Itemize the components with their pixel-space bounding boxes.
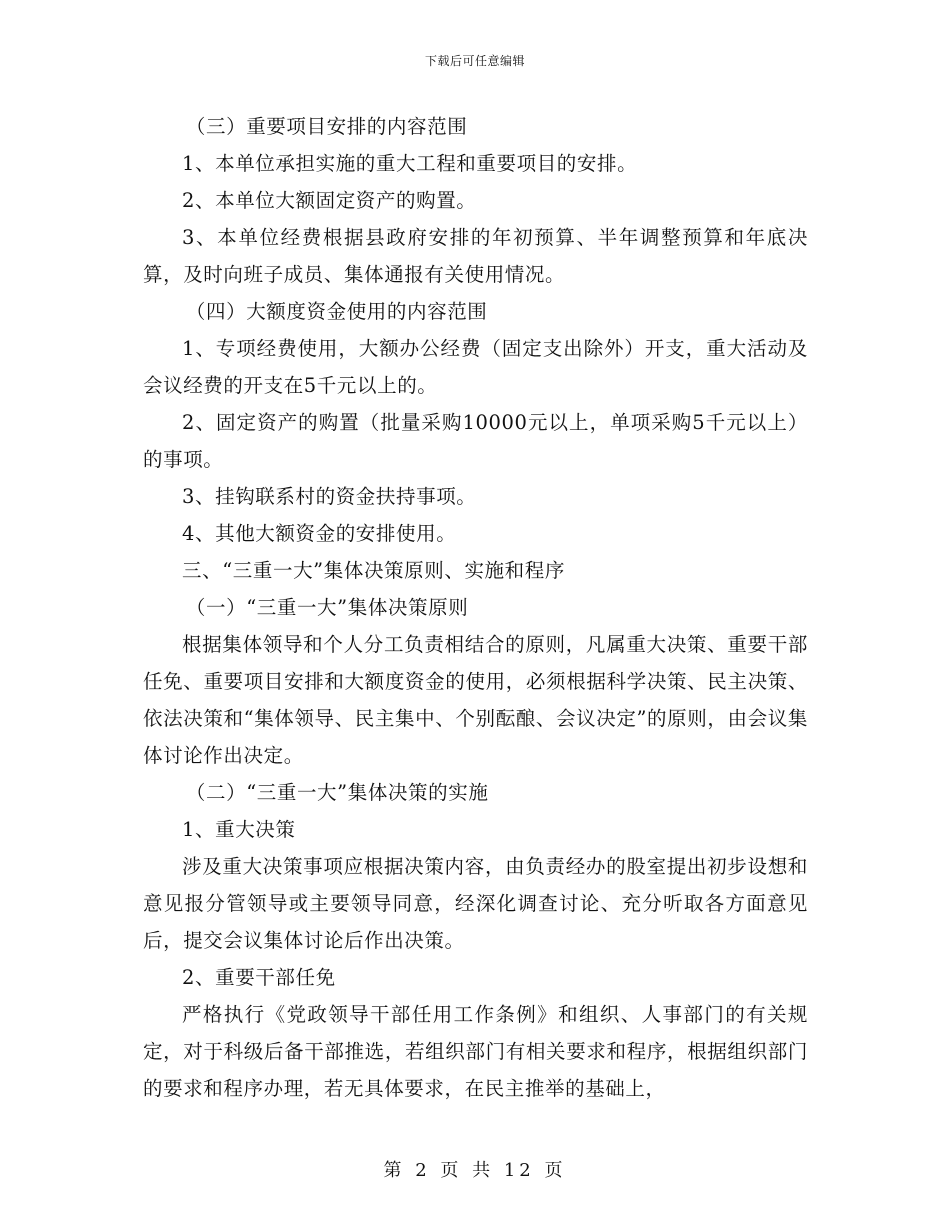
page-header: 下载后可任意编辑: [424, 54, 525, 68]
paragraph: （四）大额度资金使用的内容范围: [185, 300, 488, 323]
paragraph: 涉及重大决策事项应根据决策内容，由负责经办的股室提出初步设想和意见报分管领导或主要领导同意，经深化调查讨论、充分听取各方面意见后，提交会议集体讨论后作出决策。: [143, 855, 808, 952]
paragraph: 3、本单位经费根据县政府安排的年初预算、半年调整预算和年底决算，及时向班子成员、集体通报有关使用情况。: [143, 226, 808, 286]
paragraph: 1、本单位承担实施的重大工程和重要项目的安排。: [182, 152, 638, 175]
paragraph: 1、重大决策: [182, 818, 296, 841]
paragraph: （三）重要项目安排的内容范围: [185, 115, 468, 138]
paragraph: 3、挂钩联系村的资金扶持事项。: [182, 485, 477, 508]
paragraph: 1、专项经费使用，大额办公经费（固定支出除外）开支，重大活动及会议经费的开支在5千元以上的。: [143, 337, 808, 397]
paragraph: （二）“三重一大”集体决策的实施: [185, 781, 489, 804]
paragraph: （一）“三重一大”集体决策原则: [185, 596, 469, 619]
page-footer: 第 2 页 共 12 页: [383, 1160, 567, 1181]
paragraph: 根据集体领导和个人分工负责相结合的原则，凡属重大决策、重要干部任免、重要项目安排和大额度资金的使用，必须根据科学决策、民主决策、依法决策和“集体领导、民主集中、个别酝酿、会议决定”的原则，由会议集体讨论作出决定。: [143, 633, 808, 767]
paragraph: 严格执行《党政领导干部任用工作条例》和组织、人事部门的有关规定，对于科级后备干部推选，若组织部门有相关要求和程序，根据组织部门的要求和程序办理，若无具体要求，在民主推举的基础上，: [143, 1003, 808, 1100]
paragraph: 2、重要干部任免: [182, 966, 336, 989]
paragraph: 2、本单位大额固定资产的购置。: [182, 189, 477, 212]
document-body: [143, 108, 808, 1107]
section-heading: 三、“三重一大”集体决策原则、实施和程序: [182, 559, 565, 582]
paragraph: 2、固定资产的购置（批量采购10000元以上，单项采购5千元以上）的事项。: [143, 411, 808, 471]
paragraph: 4、其他大额资金的安排使用。: [182, 522, 457, 545]
